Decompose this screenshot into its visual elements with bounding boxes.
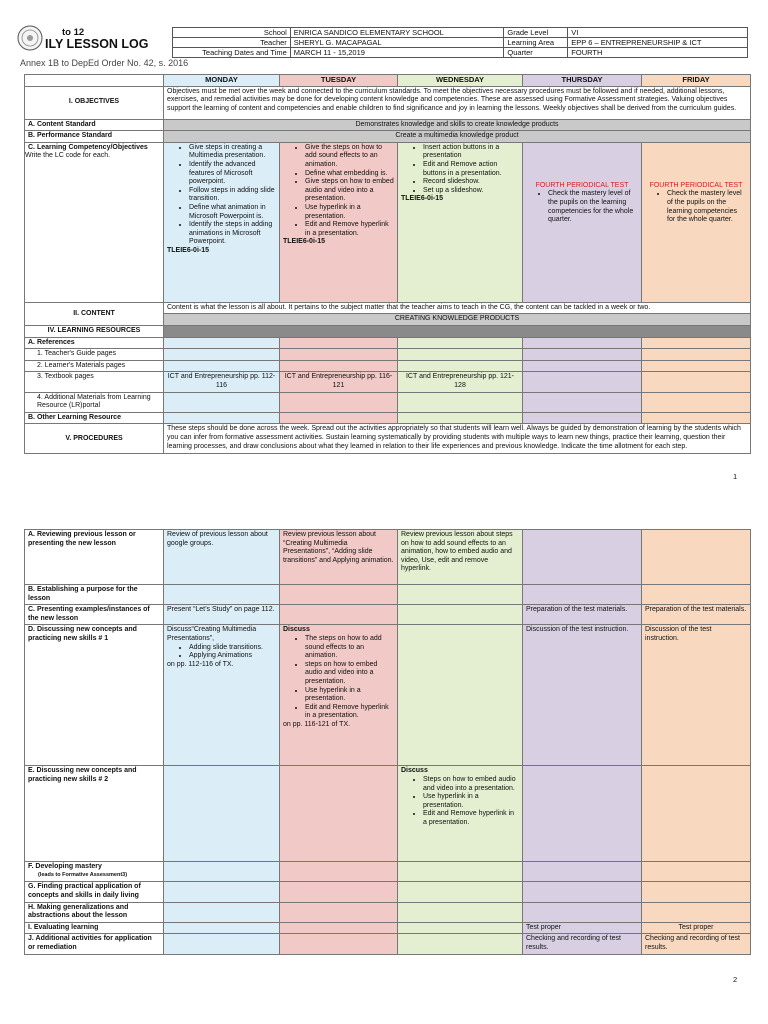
row-g-label: G. Finding practical application of concepts and skills in daily living [25, 882, 164, 902]
row-a-label: A. Reviewing previous lesson or presenting the new lesson [25, 530, 164, 585]
performance-standard-label: B. Performance Standard [25, 131, 164, 143]
row-c-friday: Preparation of the test materials. [642, 605, 751, 625]
row-d-monday-tail: on pp. 112-116 of TX. [167, 660, 234, 668]
row-d-monday [164, 625, 280, 766]
objectives-text: Objectives must be met over the week and connected to the curriculum standards. To meet the objectives necessary procedures must be followed and if needed, additional lessons, exercises, and remedial activities may be done for developing content knowledge and competencies. These are assessed using Formative Assessment strategies. Valuing objectives support the learning of content and competencies and enable children to find significance and joy in learning the lessons. Weekly objectives shall be derived from the curriculum guides. [164, 86, 751, 119]
procedures-label: V. PROCEDURES [25, 424, 164, 454]
teacher-value: SHERYL G. MACAPAGAL [290, 38, 504, 48]
row-d-monday-intro: Discuss“Creating Multimedia Presentations”, [167, 626, 257, 642]
teaching-dates-value: MARCH 11 - 15,2019 [290, 48, 504, 58]
day-header-thursday: THURSDAY [523, 75, 642, 87]
list-item: • Give the steps on how to add sound effects to an animation. [305, 144, 394, 170]
list-item: • Identify the advanced features of Microsoft powerpoint. [189, 161, 276, 187]
row-e-wednesday-intro: Discuss [401, 767, 428, 775]
row-d-label: D. Discussing new concepts and practicing new skills # 1 [25, 625, 164, 766]
list-item: • Give steps on how to embed audio and video into a presentation. [305, 178, 394, 204]
friday-competency-list [645, 190, 747, 224]
tuesday-lc-code: TLEIE6-0i-15 [283, 238, 326, 246]
page-number: 1 [733, 472, 738, 481]
list-item: • Give steps in creating a Multimedia presentation. [189, 144, 276, 161]
row-f-sublabel: (leads to Formative Assessment3) [38, 871, 128, 878]
list-item: • Follow steps in adding slide transition. [189, 187, 276, 204]
row-c-label: C. Presenting examples/instances of the new lesson [25, 605, 164, 625]
form-title-line2: ILY LESSON LOG [45, 37, 149, 51]
corner-cell [25, 75, 164, 87]
learning-area-value: EPP 6 – ENTREPRENEURSHIP & ICT [568, 38, 748, 48]
learning-resources-label: IV. LEARNING RESOURCES [25, 325, 164, 337]
textbook-pages-label: 3. Textbook pages [25, 372, 164, 392]
learning-resources-bar [164, 325, 751, 337]
row-d-monday-list [167, 644, 276, 661]
monday-lc-code: TLEIE6-0i-15 [167, 246, 210, 254]
row-d-tuesday-tail: on pp. 116-121 of TX. [283, 720, 351, 728]
wednesday-competency [398, 142, 523, 302]
thursday-test-title: FOURTH PERIODICAL TEST [535, 181, 629, 189]
list-item: • steps on how to embed audio and video into a presentation. [305, 661, 394, 687]
objectives-label: I. OBJECTIVES [25, 86, 164, 119]
list-item: • Edit and Remove action buttons in a presentation. [423, 161, 519, 178]
procedures-text: These steps should be done across the week. Spread out the activities appropriately so that students will learn well. Always be guided by demonstration of learning by the students which you can infer from formative assessment activities. Sustain learning systematically by providing students with multiple ways to learn new things, practice their learning, question their learning processes, and draw conclusions about what they learned in relation to their life experiences and previous knowledge. Indicate the time allotment for each step. [164, 424, 751, 454]
teaching-dates-label: Teaching Dates and Time [173, 48, 291, 58]
row-j-friday: Checking and recording of test results. [642, 934, 751, 954]
additional-materials-label: 4. Additional Materials from Learning Resource (LR)portal [25, 392, 164, 412]
list-item: • The steps on how to add sound effects to an animation. [305, 635, 394, 661]
list-item: • Insert action buttons in a presentation [423, 144, 519, 161]
header-info-table [172, 27, 748, 58]
friday-test-title: FOURTH PERIODICAL TEST [649, 181, 743, 189]
page-number-2: 2 [733, 975, 738, 984]
competency-sublabel: Write the LC code for each. [25, 152, 111, 160]
textbook-tuesday: ICT and Entrepreneurship pp. 116-121 [280, 372, 398, 392]
monday-competency [164, 142, 280, 302]
tuesday-competency-list [283, 144, 394, 239]
list-item: • Steps on how to embed audio and video into a presentation. [423, 776, 519, 793]
list-item: • Define what animation in Microsoft Powerpoint is. [189, 204, 276, 221]
day-header-monday: MONDAY [164, 75, 280, 87]
learning-area-label: Learning Area [504, 38, 568, 48]
row-a-tuesday: Review previous lesson about “Creating Multimedia Presentations”, “Adding slide transitions” and Applying animation. [280, 530, 398, 585]
row-d-friday: Discussion of the test instruction. [642, 625, 751, 766]
textbook-monday: ICT and Entrepreneurship pp. 112-116 [164, 372, 280, 392]
references-label: A. References [25, 337, 164, 349]
row-d-tuesday [280, 625, 398, 766]
content-standard-value: Demonstrates knowledge and skills to create knowledge products [164, 119, 751, 131]
content-standard-label: A. Content Standard [25, 119, 164, 131]
lesson-log-table-page1 [24, 74, 751, 454]
row-e-wednesday [398, 766, 523, 862]
content-label: II. CONTENT [25, 302, 164, 325]
list-item: • Applying Animations [189, 652, 276, 661]
learners-materials-label: 2. Learner's Materials pages [25, 360, 164, 372]
content-text: Content is what the lesson is all about. It pertains to the subject matter that the teacher aims to teach in the CG, the content can be tackled in a week or two. [164, 302, 751, 314]
list-item: • Use hyperlink in a presentation. [305, 687, 394, 704]
textbook-wednesday: ICT and Entrepreneurship pp. 121-128 [398, 372, 523, 392]
lesson-log-table-page2 [24, 529, 751, 955]
list-item: • Adding slide transitions. [189, 644, 276, 653]
list-item: • Record slideshow. [423, 178, 519, 187]
row-e-wednesday-list [401, 776, 519, 828]
form-title-line1: to 12 [62, 27, 85, 38]
deped-seal-icon [17, 25, 43, 51]
row-d-tuesday-intro: Discuss [283, 626, 310, 634]
row-c-thursday: Preparation of the test materials. [523, 605, 642, 625]
list-item: • Use hyperlink in a presentation. [305, 204, 394, 221]
list-item: • Edit and Remove hyperlink in a presentation. [423, 810, 519, 827]
monday-competency-list [167, 144, 276, 247]
list-item: • Use hyperlink in a presentation. [423, 793, 519, 810]
list-item: • Define what embedding is. [305, 170, 394, 179]
row-i-thursday: Test proper [523, 922, 642, 934]
school-value: ENRICA SANDICO ELEMENTARY SCHOOL [290, 28, 504, 38]
row-i-label: I. Evaluating learning [25, 922, 164, 934]
quarter-label: Quarter [504, 48, 568, 58]
row-d-tuesday-list [283, 635, 394, 721]
row-e-label: E. Discussing new concepts and practicing new skills # 2 [25, 766, 164, 862]
row-f-label: F. Developing mastery [28, 863, 102, 871]
list-item: • Edit and Remove hyperlink in a presentation. [305, 221, 394, 238]
grade-level-value: VI [568, 28, 748, 38]
row-a-wednesday: Review previous lesson about steps on how to add sound effects to an animation, how to embed audio and video, Use, edit and remove hyperlink. [398, 530, 523, 585]
day-header-tuesday: TUESDAY [280, 75, 398, 87]
list-item: • Check the mastery level of the pupils on the learning competencies for the whole quarter. [667, 190, 747, 224]
content-title: CREATING KNOWLEDGE PRODUCTS [164, 314, 751, 326]
row-b-label: B. Establishing a purpose for the lesson [25, 585, 164, 605]
grade-level-label: Grade Level [504, 28, 568, 38]
school-label: School [173, 28, 291, 38]
list-item: • Edit and Remove hyperlink in a presentation. [305, 704, 394, 721]
competency-label: C. Learning Competency/Objectives [28, 143, 148, 151]
row-j-label: J. Additional activities for application or remediation [25, 934, 164, 954]
annex-reference: Annex 1B to DepEd Order No. 42, s. 2016 [20, 58, 189, 68]
list-item: • Identify the steps in adding animations in Microsoft Powerpoint. [189, 221, 276, 247]
teacher-label: Teacher [173, 38, 291, 48]
competency-label-cell [25, 142, 164, 302]
thursday-competency-list [526, 190, 638, 224]
row-c-monday: Present “Let’s Study” on page 112. [164, 605, 280, 625]
row-h-label: H. Making generalizations and abstractions about the lesson [25, 902, 164, 922]
thursday-competency [523, 142, 642, 302]
other-resource-label: B. Other Learning Resource [25, 412, 164, 424]
quarter-value: FOURTH [568, 48, 748, 58]
tuesday-competency [280, 142, 398, 302]
row-a-monday: Review of previous lesson about google groups. [164, 530, 280, 585]
row-f-label-cell [25, 862, 164, 882]
list-item: • Check the mastery level of the pupils on the learning competencies for the whole quarter. [548, 190, 638, 224]
teachers-guide-label: 1. Teacher's Guide pages [25, 349, 164, 361]
list-item: • Set up a slideshow. [423, 187, 519, 196]
row-i-friday: Test proper [642, 922, 751, 934]
day-header-friday: FRIDAY [642, 75, 751, 87]
row-j-thursday: Checking and recording of test results. [523, 934, 642, 954]
friday-competency [642, 142, 751, 302]
day-header-wednesday: WEDNESDAY [398, 75, 523, 87]
wednesday-competency-list [401, 144, 519, 196]
row-d-thursday: Discussion of the test instruction. [523, 625, 642, 766]
wednesday-lc-code: TLEIE6-0i-15 [401, 195, 444, 203]
performance-standard-value: Create a multimedia knowledge product [164, 131, 751, 143]
